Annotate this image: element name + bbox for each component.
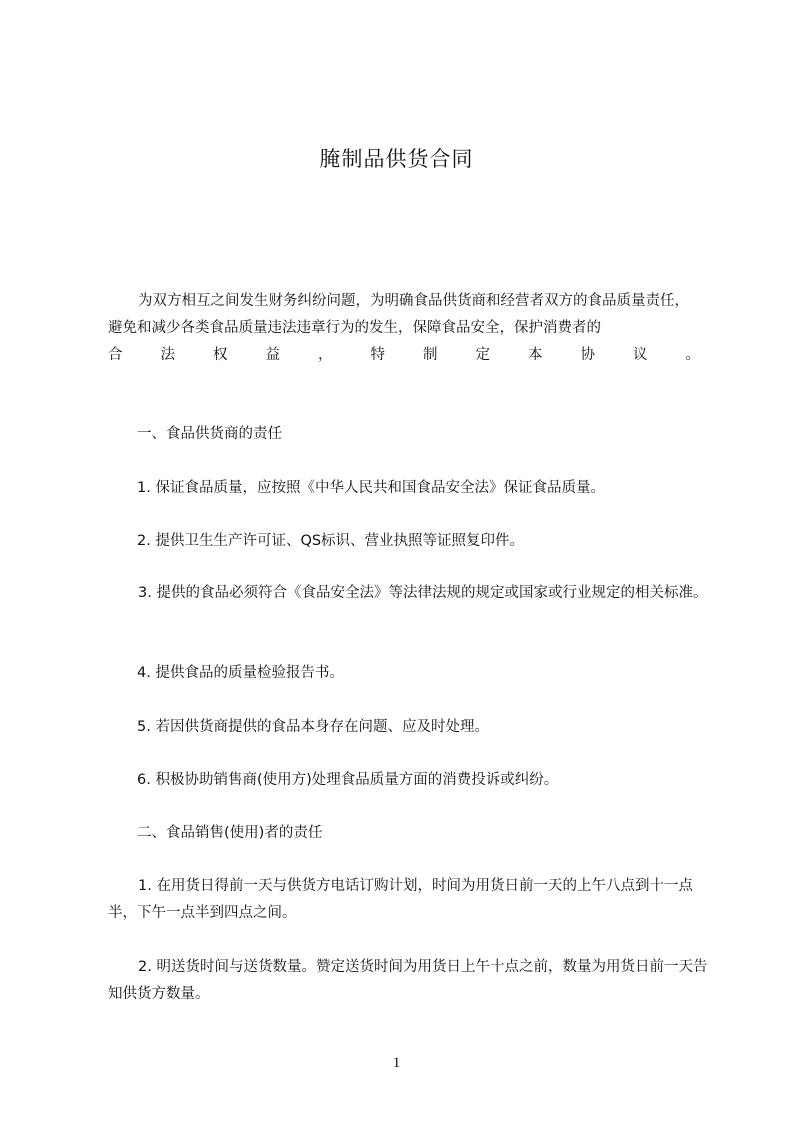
- intro-char: 益: [265, 347, 280, 363]
- intro-char: 本: [528, 347, 543, 363]
- document-title: 腌制品供货合同: [319, 147, 474, 171]
- intro-paragraph: 为双方相互之间发生财务纠纷问题，为明确食品供货商和经营者双方的食品质量责任，避免和减少各类食品质量违法违章行为的发生，保障食品安全，保护消费者的: [108, 293, 689, 336]
- intro-char: 法: [160, 347, 175, 363]
- list-item: 1. 在用货日得前一天与供货方电话订购计划，时间为用货日前一天的上午八点到十一点半，下午一点半到四点之间。: [108, 878, 693, 921]
- list-item: 5. 若因供货商提供的食品本身存在问题、应及时处理。: [137, 719, 489, 735]
- page-number: 1: [392, 1055, 401, 1071]
- list-item: 4. 提供食品的质量检验报告书。: [137, 665, 344, 681]
- list-item: 2. 明送货时间与送货数量。赞定送货时间为用货日上午十点之前，数量为用货日前一天告知供货方数量。: [108, 959, 708, 1002]
- intro-char: 制: [423, 347, 438, 363]
- list-item: 3. 提供的食品必须符合《食品安全法》等法律法规的规定或国家或行业规定的相关标准。: [138, 585, 708, 601]
- list-item: 6. 积极协助销售商(使用方)处理食品质量方面的消费投诉或纠纷。: [137, 772, 559, 788]
- intro-char: 特: [370, 347, 385, 363]
- section-heading: 一、食品供货商的责任: [137, 426, 282, 442]
- intro-char: 定: [475, 347, 490, 363]
- list-item: 2. 提供卫生生产许可证、QS标识、营业执照等证照复印件。: [137, 533, 525, 549]
- intro-char: ，: [318, 347, 333, 363]
- intro-char: 权: [213, 347, 228, 363]
- intro-char: 。: [685, 347, 700, 363]
- intro-char: 议: [633, 347, 648, 363]
- intro-char: 合: [108, 347, 123, 363]
- list-item: 1. 保证食品质量，应按照《中华人民共和国食品安全法》保证食品质量。: [137, 480, 605, 496]
- intro-last-line: [108, 342, 700, 369]
- section-heading: 二、食品销售(使用)者的责任: [137, 825, 323, 841]
- intro-char: 协: [580, 347, 595, 363]
